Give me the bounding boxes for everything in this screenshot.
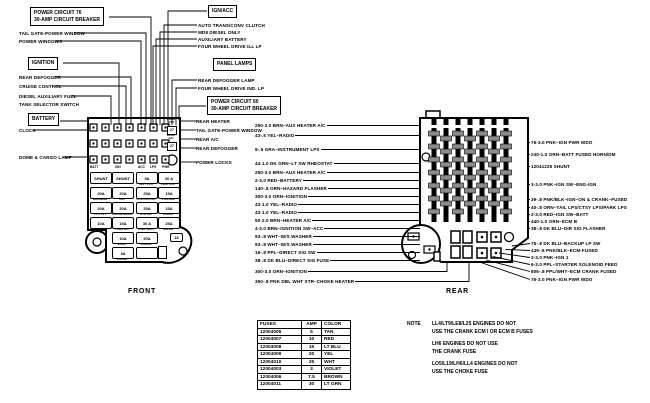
- label-front-right: REAR DEFOGGER: [196, 146, 238, 151]
- rear-terminal-pad: [453, 131, 464, 136]
- callout-ign-acc: IGN/ACC: [208, 5, 237, 18]
- rear-terminal-pad: [465, 175, 476, 180]
- rear-terminal-pad: [489, 136, 500, 141]
- rear-left-label: 2-3.0 RED–BATTERY: [255, 178, 302, 183]
- terminal-pin: [93, 143, 95, 145]
- front-badge-16: 16: [170, 233, 183, 242]
- terminal-pin: [165, 159, 167, 161]
- table-cell: 25: [302, 359, 322, 367]
- fuse-color-table: [257, 320, 351, 390]
- rear-terminal-stub: [468, 119, 473, 125]
- table-cell: 12004003: [258, 366, 302, 374]
- fuse: SHUNT: [112, 172, 134, 184]
- rear-terminal-pad: [453, 157, 464, 162]
- note-text: USE THE CHOKE FUSE: [432, 368, 488, 375]
- table-cell: 20: [302, 351, 322, 359]
- table-row: [258, 329, 350, 337]
- rear-left-label: 38-.8 DK BLU–DIRECT SIG FUSE: [255, 258, 330, 263]
- terminal-pin: [117, 127, 119, 129]
- leader-line: [74, 33, 146, 125]
- rear-left-label: 43-1.0 YEL–RADIO: [255, 202, 298, 207]
- rear-terminal-pad: [465, 201, 476, 206]
- table-cell: 12004011: [258, 381, 302, 389]
- fuse-label: STOP/DM: [161, 197, 175, 201]
- rear-left-leader: [355, 263, 469, 282]
- leader-line: [179, 106, 206, 120]
- table-cell: LT GRN: [324, 382, 342, 387]
- rear-terminal-pad: [477, 196, 488, 201]
- table-cell: TAN: [322, 329, 350, 337]
- label-mid: REAR DEFOGGER LAMP: [198, 78, 255, 83]
- rear-right-label: 3-3.0 PNK–IGN SW–ENG-IGN: [531, 182, 597, 187]
- terminal-pin: [153, 127, 155, 129]
- note-text: USE THE CRANK ECM I OR ECM B FUSES: [432, 328, 533, 335]
- fuse-label: AUX HTR A/C: [136, 197, 156, 201]
- fuse: 25A: [158, 217, 180, 229]
- rear-terminal-pad: [489, 188, 500, 193]
- note-text: LH6 ENGINES DO NOT USE: [432, 341, 498, 347]
- mini-line: REAR: [166, 117, 176, 121]
- rear-top-tab: [426, 111, 440, 118]
- rear-mount-hole: [505, 233, 514, 242]
- callout-panel-lamps: PANEL LAMPS: [213, 58, 256, 71]
- label-left: TANK SELECTOR SWITCH: [19, 102, 80, 107]
- rear-left-label: 250-3.0 BRN–AUX HEATER A/C: [255, 123, 326, 128]
- label-front-right: REAR HEATER: [196, 119, 230, 124]
- fuse-column-header: BATT: [90, 165, 99, 169]
- rear-view-title: REAR: [446, 288, 470, 295]
- pin-dot: [481, 236, 484, 239]
- fuse: 20A: [136, 232, 158, 244]
- rear-left-label: 140-.8 ORN–HAZARD FLASHER: [255, 186, 327, 191]
- label-mid: FOUR WHEEL DRIVE ILL LP: [198, 44, 262, 49]
- rear-terminal-stub: [432, 119, 437, 125]
- rear-terminal-stub: [480, 119, 485, 125]
- rear-terminal-pad: [465, 162, 476, 167]
- rear-terminal-pad: [477, 209, 488, 214]
- label-left: TAIL GATE-POWER WINDOW: [19, 31, 85, 36]
- leader-line: [55, 41, 141, 125]
- rear-bottom-terminal-2: [463, 231, 472, 243]
- rear-left-label: 50-2.0 BRN–HEATER A/C: [255, 218, 312, 223]
- rear-left-label: 43-.5 YEL–RADIO: [255, 133, 295, 138]
- rear-terminal-pad: [501, 170, 512, 175]
- fuse: 20A: [90, 187, 112, 199]
- fuse: SHUNT: [90, 172, 112, 184]
- front-mount-hole-2: [179, 247, 187, 255]
- fuse: 15A: [112, 217, 134, 229]
- label-left: DOME & CARGO LAMP: [19, 155, 72, 160]
- rear-right-label: 240-1.0 ORN–BATT FUSED HORN/DM: [531, 152, 616, 157]
- fuse-label: TL CTSY: [93, 212, 107, 216]
- terminal-pin: [141, 127, 143, 129]
- leader-line: [164, 25, 197, 125]
- fuse-label: IGN: [119, 197, 125, 201]
- mini-line: A/C: [168, 136, 174, 141]
- label-front-right: REAR A/C: [196, 137, 219, 142]
- fuse: 15A: [158, 187, 180, 199]
- rear-left-label: 93-.8 WHT–W/S WASHER: [255, 234, 312, 239]
- rear-right-label: 440-1.0 ORN–ECM B: [531, 219, 578, 224]
- rear-terminal-pad: [489, 201, 500, 206]
- table-cell: 30: [302, 381, 322, 389]
- front-mini-rear-htr: [163, 118, 179, 125]
- callout-line: POWER CIRCUIT 76: [34, 10, 82, 16]
- rear-terminal-pad: [429, 196, 440, 201]
- callout-power-circuit-76: [30, 7, 104, 26]
- label-mid: AUXILIARY BATTERY: [198, 37, 247, 42]
- mini-line: HTR: [167, 120, 175, 125]
- fuse: 25A: [136, 202, 158, 214]
- fuse: 15A: [158, 202, 180, 214]
- table-cell: 5: [302, 329, 322, 337]
- fuse-column-header: LPS: [150, 165, 157, 169]
- rear-left-label: 300-3.0 ORN–IGNITION: [255, 269, 308, 274]
- rear-terminal-pad: [453, 196, 464, 201]
- fuse: 25A: [136, 187, 158, 199]
- fuse: 30 A: [136, 217, 158, 229]
- terminal-pin: [105, 143, 107, 145]
- rear-terminal-pad: [465, 149, 476, 154]
- note-text: THE CRANK FUSE: [432, 348, 477, 355]
- table-header-cell: COLOR: [322, 321, 350, 329]
- table-cell: 12004009: [258, 351, 302, 359]
- fuse-column-header: IGN: [115, 165, 121, 169]
- rear-left-label: 43-1.0 YEL–RADIO: [255, 210, 298, 215]
- label-left: REAR DEFOGGER: [19, 75, 61, 80]
- table-cell: RED: [322, 336, 350, 344]
- rear-terminal-pad: [489, 162, 500, 167]
- fuse: 20A: [90, 202, 112, 214]
- fuse-label: PWR WDO: [138, 227, 154, 231]
- label-left: CLOCK: [19, 128, 36, 133]
- rear-terminal-stub: [456, 119, 461, 125]
- note-text: LL4/LT9/LE8/L25 ENGINES DO NOT: [432, 321, 517, 327]
- rear-terminal-pad: [501, 131, 512, 136]
- fuse: 20A: [112, 202, 134, 214]
- terminal-pin: [93, 127, 95, 129]
- table-row: [258, 344, 350, 352]
- table-header-row: [258, 321, 350, 329]
- rear-bottom-terminal-1: [451, 231, 460, 243]
- terminal-pin: [129, 143, 131, 145]
- table-cell: 7.5: [302, 374, 322, 382]
- mini-line: REAR: [166, 133, 176, 137]
- terminal-pin: [105, 159, 107, 161]
- rear-terminal-stub: [504, 119, 509, 125]
- rear-terminal-pad: [453, 183, 464, 188]
- label-left: CRUISE CONTROL: [19, 84, 62, 89]
- rear-terminal-pad: [429, 183, 440, 188]
- pin-dot: [481, 252, 484, 255]
- rear-terminal-pad: [501, 183, 512, 188]
- fuse-label: PWR ACC: [160, 182, 176, 186]
- callout-line: POWER CIRCUIT 60: [211, 99, 259, 105]
- table-cell: 12004006: [258, 374, 302, 382]
- rear-right-label: 40-.8 ORN–TAIL LPS/CTSY LPS/PARK LPS: [531, 205, 627, 210]
- callout-line: 30-AMP CIRCUIT BREAKER: [211, 105, 278, 112]
- terminal-pin: [141, 159, 143, 161]
- note-label: NOTE: [407, 321, 421, 327]
- fuse: 20A: [112, 187, 134, 199]
- table-cell: 3: [302, 366, 322, 374]
- rear-terminal-pad: [453, 209, 464, 214]
- rear-right-label: 2-3.0 RED–IGN SW–BATT: [531, 212, 589, 217]
- rear-small-terminal: [434, 252, 440, 261]
- rear-terminal-pad: [429, 157, 440, 162]
- table-cell: 15: [302, 344, 322, 352]
- terminal-pin: [129, 127, 131, 129]
- rear-terminal-pad: [441, 149, 452, 154]
- front-mini-rear-ac: [163, 134, 179, 141]
- front-mount-hole: [93, 238, 101, 246]
- rear-bottom-terminal-3: [451, 246, 460, 258]
- rear-terminal-pad: [477, 144, 488, 149]
- rear-terminal-pad: [441, 188, 452, 193]
- table-cell: VIOLET: [322, 366, 350, 374]
- table-row: [258, 381, 350, 389]
- rear-terminal-pad: [429, 131, 440, 136]
- rear-right-label: 75-.8 DK BLU–BACKUP LP SW: [531, 241, 601, 246]
- fuse-label: GAUGES/IDLE: [111, 212, 133, 216]
- table-row: [258, 366, 350, 374]
- rear-terminal-pad: [441, 175, 452, 180]
- rear-connector-b-pin: [428, 248, 430, 250]
- fuse: 10A: [90, 217, 112, 229]
- terminal-pin: [105, 127, 107, 129]
- fuse-label: WIPER: [163, 227, 173, 231]
- rear-left-label: 250-3.0 BRN–AUX HEATER A/C: [255, 170, 326, 175]
- rear-terminal-pad: [441, 201, 452, 206]
- table-row: [258, 359, 350, 367]
- fuse: 5A: [136, 172, 158, 184]
- rear-terminal-pad: [501, 157, 512, 162]
- note-text: LO5/L19/LH6/LL4 ENGINES DO NOT: [432, 361, 518, 367]
- table-header-cell: AMP: [302, 321, 322, 329]
- rear-terminal-pad: [465, 188, 476, 193]
- terminal-pin: [117, 143, 119, 145]
- terminal-pin: [153, 143, 155, 145]
- table-cell: 12004005: [258, 329, 302, 337]
- rear-left-label: 93-.8 WHT–W/S WASHER: [255, 242, 312, 247]
- fuse-label: ECM I: [117, 242, 127, 246]
- fuse-column-header: ACC: [138, 165, 145, 169]
- table-cell: YEL: [322, 351, 350, 359]
- front-mini-rear-ac-badge: 27: [167, 142, 177, 151]
- front-view-title: FRONT: [128, 288, 157, 295]
- table-header-cell: FUSES: [258, 321, 302, 329]
- fuse: [136, 247, 158, 259]
- table-cell: WHT: [322, 359, 350, 367]
- fuse-column-header: PWR: [162, 165, 170, 169]
- rear-right-label: 3-3.0 PNK–IGN 1: [531, 255, 569, 260]
- rear-terminal-stub: [444, 119, 449, 125]
- label-mid: FOUR WHEEL DRIVE IND. LP: [198, 86, 265, 91]
- label-left: DIESEL AUXILIARY FUEL: [19, 94, 77, 99]
- table-cell: 12004008: [258, 344, 302, 352]
- rear-right-label: 12041235 SHUNT: [531, 164, 570, 169]
- front-relay-component: [158, 246, 167, 259]
- rear-terminal-pad: [477, 131, 488, 136]
- fuse-label: TURN B/U: [114, 227, 130, 231]
- rear-bottom-terminal-4: [463, 246, 472, 258]
- callout-battery: BATTERY: [28, 113, 59, 126]
- rear-left-label: 350-.8 PNK DBL WHT STR–CHOKE HEATER: [255, 279, 355, 284]
- rear-right-label: 806-.8 PPL/WHT–ECM CRANK FUSED: [531, 269, 617, 274]
- rear-right-label: 76-3.0 PNK–IGN PWR WDO: [531, 277, 593, 282]
- rear-terminal-pad: [477, 170, 488, 175]
- table-cell: BROWN: [322, 374, 350, 382]
- rear-terminal-pad: [501, 196, 512, 201]
- fuse-label: HTR A/C: [139, 212, 153, 216]
- fuse-label: HORN/DM: [92, 197, 108, 201]
- terminal-pin: [129, 159, 131, 161]
- terminal-pin: [93, 159, 95, 161]
- rear-left-label: 16-.8 PPL–DIRECT SIG SW: [255, 250, 316, 255]
- front-mini-rear-htr-badge: 27: [167, 126, 177, 135]
- rear-terminal-pad: [489, 175, 500, 180]
- rear-terminal-pad: [501, 209, 512, 214]
- rear-terminal-stub: [492, 119, 497, 125]
- callout-ignition: IGNITION: [28, 57, 58, 70]
- pin-dot: [495, 252, 498, 255]
- fuse: 30 A: [158, 172, 180, 184]
- rear-terminal-pad: [453, 144, 464, 149]
- rear-right-label: 39-.8 PNK/BLK–IGN–ON & CRANK–FUSED: [531, 197, 628, 202]
- rear-right-label: 38-.8 DK BLU–DIR SIG FLASHER: [531, 226, 606, 231]
- rear-terminal-pad: [429, 209, 440, 214]
- table-cell: LT BLU: [322, 344, 350, 352]
- leader-line: [168, 11, 207, 125]
- terminal-pin: [141, 143, 143, 145]
- callout-line: 30-AMP CIRCUIT BREAKER: [34, 16, 101, 23]
- pin-dot: [495, 236, 498, 239]
- table-row: [258, 336, 350, 344]
- leader-line: [156, 39, 197, 125]
- rear-terminal-pad: [441, 162, 452, 167]
- rear-left-label: 4-3.0 BRN–IGNITION SW–ACC: [255, 226, 324, 231]
- label-front-right: TAIL GATE-POWER WINDOW: [196, 128, 262, 133]
- fuse: 10A: [112, 232, 134, 244]
- rear-left-label: 300-3.0 ORN–IGNITION: [255, 194, 308, 199]
- fuse: 3A: [112, 247, 134, 259]
- rear-terminal-pad: [501, 144, 512, 149]
- rear-right-label: 439-.8 PNK/BLK–ECM-FUSED: [531, 248, 598, 253]
- terminal-pin: [117, 159, 119, 161]
- table-cell: 12004007: [258, 336, 302, 344]
- label-mid: MD8 DIESEL ONLY: [198, 30, 241, 35]
- table-cell: 12004010: [258, 359, 302, 367]
- label-front-right: POWER LOCKS: [196, 160, 232, 165]
- table-row: [258, 351, 350, 359]
- rear-right-label: 6-3.0 PPL–STARTER SOLENOID FEED: [531, 262, 618, 267]
- rear-left-label: 44-1.0 DK GRN–LT SW RHEOSTAT: [255, 161, 333, 166]
- rear-terminal-pad: [441, 136, 452, 141]
- rear-right-label: 76-3.0 PNK–IGN PWR WDO: [531, 140, 593, 145]
- rear-terminal-pad: [477, 157, 488, 162]
- rear-left-leader: [308, 263, 447, 272]
- fuse-label: CRANK: [116, 257, 128, 261]
- label-left: POWER WINDOWS: [19, 39, 63, 44]
- rear-terminal-pad: [429, 170, 440, 175]
- table-row: [258, 374, 350, 382]
- fuse-label: RADIO: [163, 212, 173, 216]
- rear-left-label: 8-.5 GRA–INSTRUMENT LPS: [255, 147, 320, 152]
- rear-terminal-pad: [429, 144, 440, 149]
- terminal-pin: [153, 159, 155, 161]
- rear-terminal-pad: [453, 170, 464, 175]
- callout-power-circuit-60: [207, 96, 281, 115]
- rear-terminal-pad: [477, 183, 488, 188]
- table-cell: 10: [302, 336, 322, 344]
- fuse-label: CHOKE: [140, 242, 152, 246]
- rear-terminal-pad: [489, 149, 500, 154]
- fuse-label: INST LPS: [139, 182, 153, 186]
- label-mid: AUTO TRANS/CONV CLUTCH: [198, 23, 265, 28]
- fuse-label: ECM B: [95, 227, 105, 231]
- rear-terminal-pad: [465, 136, 476, 141]
